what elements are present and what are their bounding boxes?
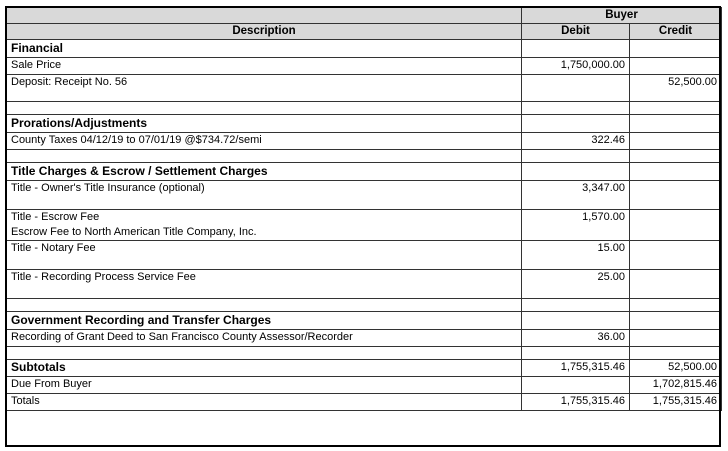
table-row	[7, 270, 722, 299]
debit-value: 36.00	[522, 330, 630, 347]
section-title: Title Charges & Escrow / Settlement Charges	[7, 163, 522, 181]
table-row	[7, 181, 722, 210]
debit-value: 1,755,315.46	[522, 394, 630, 411]
row-label	[7, 210, 522, 241]
credit-value: 52,500.00	[630, 360, 722, 377]
debit-value: 3,347.00	[522, 181, 630, 210]
row-label: Title - Notary Fee	[7, 241, 522, 270]
table-row	[7, 58, 722, 75]
party-header-row	[7, 8, 722, 24]
section-title: Prorations/Adjustments	[7, 115, 522, 133]
subtotals-row	[7, 360, 722, 377]
section-prorations	[7, 115, 722, 133]
blank-row	[7, 102, 722, 115]
due-from-buyer-row	[7, 377, 722, 394]
table-row	[7, 241, 722, 270]
buyer-header: Buyer	[522, 8, 722, 24]
row-label-main: Title - Escrow Fee	[11, 211, 100, 223]
header-spacer	[7, 8, 522, 24]
debit-value: 322.46	[522, 133, 630, 150]
credit-value	[630, 58, 722, 75]
table-row	[7, 210, 722, 241]
blank-row	[7, 299, 722, 312]
section-government	[7, 312, 722, 330]
credit-value	[630, 133, 722, 150]
debit-value: 25.00	[522, 270, 630, 299]
debit-value: 1,755,315.46	[522, 360, 630, 377]
row-label: Recording of Grant Deed to San Francisco County Assessor/Recorder	[7, 330, 522, 347]
debit-header: Debit	[522, 24, 630, 40]
blank-row	[7, 150, 722, 163]
credit-value	[630, 330, 722, 347]
row-label: County Taxes 04/12/19 to 07/01/19 @$734.72/semi	[7, 133, 522, 150]
row-label: Title - Owner's Title Insurance (optional)	[7, 181, 522, 210]
row-label: Subtotals	[7, 360, 522, 377]
debit-value: 1,570.00	[522, 210, 630, 241]
row-label: Title - Recording Process Service Fee	[7, 270, 522, 299]
debit-value	[522, 75, 630, 102]
credit-value	[630, 270, 722, 299]
totals-row	[7, 394, 722, 411]
section-title: Financial	[7, 40, 522, 58]
section-title-charges	[7, 163, 722, 181]
table-row	[7, 330, 722, 347]
credit-value: 1,755,315.46	[630, 394, 722, 411]
description-header: Description	[7, 24, 522, 40]
row-label: Totals	[7, 394, 522, 411]
blank-row	[7, 347, 722, 360]
table-row	[7, 133, 722, 150]
section-title: Government Recording and Transfer Charges	[7, 312, 522, 330]
debit-value	[522, 377, 630, 394]
row-label-sub: Escrow Fee to North American Title Company, Inc.	[11, 226, 257, 238]
credit-value	[630, 241, 722, 270]
row-label: Deposit: Receipt No. 56	[7, 75, 522, 102]
row-label: Sale Price	[7, 58, 522, 75]
section-financial	[7, 40, 722, 58]
row-label: Due From Buyer	[7, 377, 522, 394]
credit-header: Credit	[630, 24, 722, 40]
debit-value: 1,750,000.00	[522, 58, 630, 75]
column-header-row	[7, 24, 722, 40]
credit-value	[630, 210, 722, 241]
settlement-statement-table	[6, 7, 722, 411]
credit-value: 52,500.00	[630, 75, 722, 102]
credit-value: 1,702,815.46	[630, 377, 722, 394]
debit-value: 15.00	[522, 241, 630, 270]
credit-value	[630, 181, 722, 210]
table-row	[7, 75, 722, 102]
